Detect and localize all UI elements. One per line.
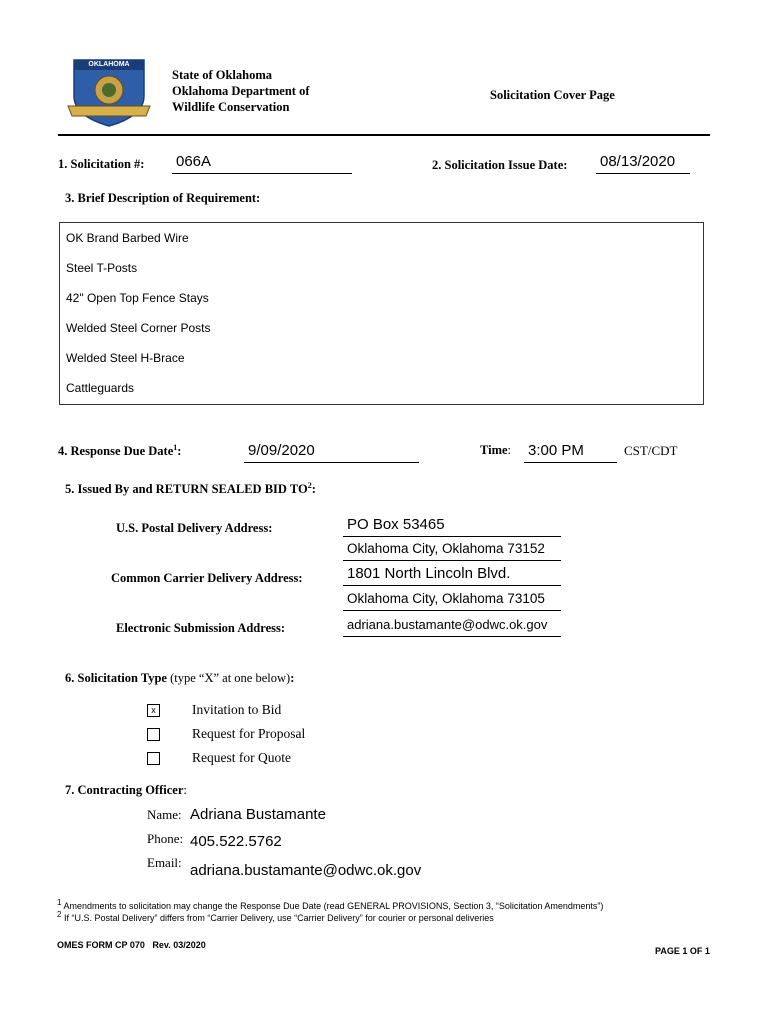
description-item: Welded Steel Corner Posts xyxy=(66,321,211,335)
postal-address-line-2[interactable] xyxy=(343,538,561,561)
description-item: Welded Steel H-Brace xyxy=(66,351,185,365)
issue-date-field[interactable] xyxy=(596,152,690,174)
page-title: Solicitation Cover Page xyxy=(490,88,615,102)
description-item: OK Brand Barbed Wire xyxy=(66,231,189,245)
solicitation-number-label: 1. Solicitation #: xyxy=(58,157,145,171)
footnote-2-text: If “U.S. Postal Delivery” differs from “Carrier Delivery, use “Carrier Delivery” for courier or personal deliveries xyxy=(63,913,494,923)
request-for-proposal-checkbox[interactable] xyxy=(147,728,160,741)
officer-name-value[interactable]: Adriana Bustamante xyxy=(190,806,326,823)
postal-address-line-1-value: PO Box 53465 xyxy=(347,516,445,533)
carrier-address-label: Common Carrier Delivery Address: xyxy=(111,571,303,585)
solicitation-type-label-note: (type “X” at one below) xyxy=(166,671,291,685)
agency-name xyxy=(172,67,310,115)
officer-phone-value[interactable]: 405.522.5762 xyxy=(190,833,282,850)
time-label-text: Time xyxy=(480,443,508,457)
description-item: 42" Open Top Fence Stays xyxy=(66,291,209,305)
officer-phone-label: Phone: xyxy=(147,831,184,846)
response-due-label-text: 4. Response Due Date xyxy=(58,444,174,459)
invitation-to-bid-checkbox[interactable] xyxy=(147,704,160,717)
agency-line-3: Wildlife Conservation xyxy=(172,100,290,114)
carrier-address-line-1[interactable] xyxy=(343,563,561,586)
request-for-quote-label: Request for Quote xyxy=(192,750,291,765)
logo-text: OKLAHOMA xyxy=(88,61,130,68)
header-divider xyxy=(58,134,710,136)
solicitation-number-value: 066A xyxy=(176,153,212,170)
footnote-2 xyxy=(57,910,494,923)
agency-line-1: State of Oklahoma xyxy=(172,68,272,82)
officer-name-label: Name: xyxy=(147,807,182,822)
description-item: Steel T-Posts xyxy=(66,261,138,275)
carrier-address-line-2[interactable] xyxy=(343,588,561,611)
carrier-address-line-1-value: 1801 North Lincoln Blvd. xyxy=(347,565,511,582)
agency-logo xyxy=(62,56,156,128)
footnote-1-text: Amendments to solicitation may change the Response Due Date (read GENERAL PROVISIONS, Section 3, “Solicitation Amendments”) xyxy=(63,901,604,911)
issued-by-label-text: 5. Issued By and RETURN SEALED BID TO xyxy=(65,482,308,497)
time-label: Time: xyxy=(480,443,512,457)
contracting-officer-label: 7. Contracting Officer: xyxy=(65,783,187,797)
carrier-address-line-2-value: Oklahoma City, Oklahoma 73105 xyxy=(347,591,545,606)
postal-address-line-1[interactable] xyxy=(343,514,561,537)
contracting-officer-label-text: 7. Contracting Officer xyxy=(65,783,184,797)
footnote-ref-1: 1 xyxy=(173,443,178,452)
postal-address-line-2-value: Oklahoma City, Oklahoma 73152 xyxy=(347,541,545,556)
page-number: PAGE 1 OF 1 xyxy=(655,946,710,956)
description-item: Cattleguards xyxy=(66,381,135,395)
solicitation-type-label-end: : xyxy=(290,671,295,685)
footnote-ref-2: 2 xyxy=(307,481,312,490)
description-label: 3. Brief Description of Requirement: xyxy=(65,191,261,205)
footnote-2-number: 2 xyxy=(57,910,62,919)
response-due-date-value: 9/09/2020 xyxy=(248,442,315,459)
officer-email-label: Email: xyxy=(147,855,182,870)
description-box[interactable] xyxy=(59,222,704,405)
form-id: OMES FORM CP 070 Rev. 03/2020 xyxy=(57,940,206,950)
issued-by-label: 5. Issued By and RETURN SEALED BID $TO^2$: xyxy=(65,481,316,497)
time-value: 3:00 PM xyxy=(528,442,584,459)
officer-email-value[interactable]: adriana.bustamante@odwc.ok.gov xyxy=(190,862,422,879)
solicitation-type-label xyxy=(65,671,294,686)
solicitation-number-field[interactable] xyxy=(172,152,352,174)
checkbox-mark: x xyxy=(151,705,156,715)
solicitation-type-label-bold: 6. Solicitation Type xyxy=(65,671,167,685)
request-for-quote-checkbox[interactable] xyxy=(147,752,160,765)
electronic-address-label: Electronic Submission Address: xyxy=(116,621,286,635)
electronic-address-value: adriana.bustamante@odwc.ok.gov xyxy=(347,617,548,632)
footnote-1-number: 1 xyxy=(57,898,62,907)
postal-address-label: U.S. Postal Delivery Address: xyxy=(116,521,273,535)
electronic-address-field[interactable] xyxy=(343,614,561,637)
time-zone: CST/CDT xyxy=(624,443,678,458)
agency-line-2: Oklahoma Department of xyxy=(172,84,310,98)
time-field[interactable] xyxy=(524,441,617,463)
response-due-label: 4. Response Due Date$^1$: xyxy=(58,443,182,459)
issue-date-label: 2. Solicitation Issue Date: xyxy=(432,158,568,172)
request-for-proposal-label: Request for Proposal xyxy=(192,726,306,741)
response-due-date-field[interactable] xyxy=(244,441,419,463)
issue-date-value: 08/13/2020 xyxy=(600,153,676,170)
invitation-to-bid-label: Invitation to Bid xyxy=(192,702,282,717)
